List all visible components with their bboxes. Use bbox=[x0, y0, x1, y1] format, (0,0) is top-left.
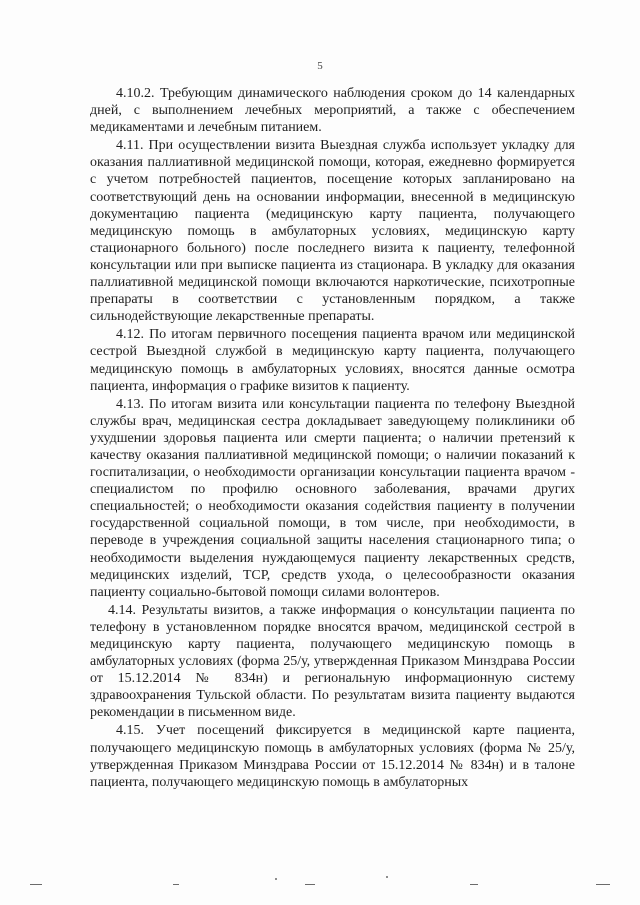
paragraph-4-14: 4.14. Результаты визитов, а также информация о консультации пациента по телефону в установленном порядке вносятся врачом, медицинской сестрой в медицинскую карту пациента, получающего медицинскую помощь в амбулаторных условиях (форма 25/у, утвержденная Приказом Минздрава России от 15.12.2014 № 834н) и региональную информационную систему здравоохранения Тульской области. По результатам визита пациенту выдаются рекомендации в письменном виде. bbox=[90, 602, 575, 721]
paragraph-4-13: 4.13. По итогам визита или консультации пациента по телефону Выездной службы врач, медицинская сестра докладывает заведующему поликлиники об ухудшении здоровья пациента или смерти пациента; о наличии претензий к качеству оказания паллиативной медицинской помощи; о наличии показаний к госпитализации, о необходимости организации консультации пациента врачом - специалистом по профилю основного заболевания, врачами других специальностей; о необходимости оказания содействия пациенту в получении государственной социальной помощи, в том числе, при необходимости, в переводе в учреждения социальной защиты населения стационарного типа; о необходимости выделения нуждающемуся пациенту лекарственных средств, медицинских изделий, ТСР, средств ухода, о целесообразности оказания пациенту социально-бытовой помощи силами волонтеров. bbox=[90, 396, 575, 600]
paragraph-4-12: 4.12. По итогам первичного посещения пациента врачом или медицинской сестрой Выездной службой в медицинскую карту пациента, получающего медицинскую помощь в амбулаторных условиях, вносятся данные осмотра пациента, информация о графике визитов к пациенту. bbox=[90, 327, 575, 394]
scan-artifact bbox=[386, 876, 388, 878]
paragraph-4-15: 4.15. Учет посещений фиксируется в медицинской карте пациента, получающего медицинскую помощь в амбулаторных условиях (форма № 25/у, утвержденная Приказом Минздрава России от 15.12.2014 № 834н) и в талоне пациента, получающего медицинскую помощь в амбулаторных bbox=[90, 723, 575, 790]
scan-artifact bbox=[470, 884, 478, 885]
document-body bbox=[90, 85, 575, 791]
scan-artifact bbox=[30, 884, 42, 885]
scan-artifact bbox=[173, 884, 179, 885]
paragraph-4-10-2: 4.10.2. Требующим динамического наблюдения сроком до 14 календарных дней, с выполнением лечебных мероприятий, а также с обеспечением медикаментами и лечебным питанием. bbox=[90, 86, 575, 136]
page-number: 5 bbox=[317, 60, 323, 72]
scan-artifact bbox=[305, 884, 315, 885]
paragraph-4-11: 4.11. При осуществлении визита Выездная служба использует укладку для оказания паллиативной медицинской помощи, которая, ежедневно формируется с учетом потребностей пациентов, посещение которых запланировано на соответствующий день на основании информации, внесенной в медицинскую документацию пациента (медицинскую карту пациента, получающего медицинскую помощь в амбулаторных условиях, медицинскую карту стационарного больного) после последнего визита к пациенту, телефонной консультации или при выписке пациента из стационара. В укладку для оказания паллиативной медицинской помощи включаются наркотические, психотропные препараты в соответствии с установленным порядком, а также сильнодействующие лекарственные препараты. bbox=[90, 138, 575, 325]
scan-artifact bbox=[596, 884, 610, 885]
scan-artifact bbox=[275, 878, 277, 880]
